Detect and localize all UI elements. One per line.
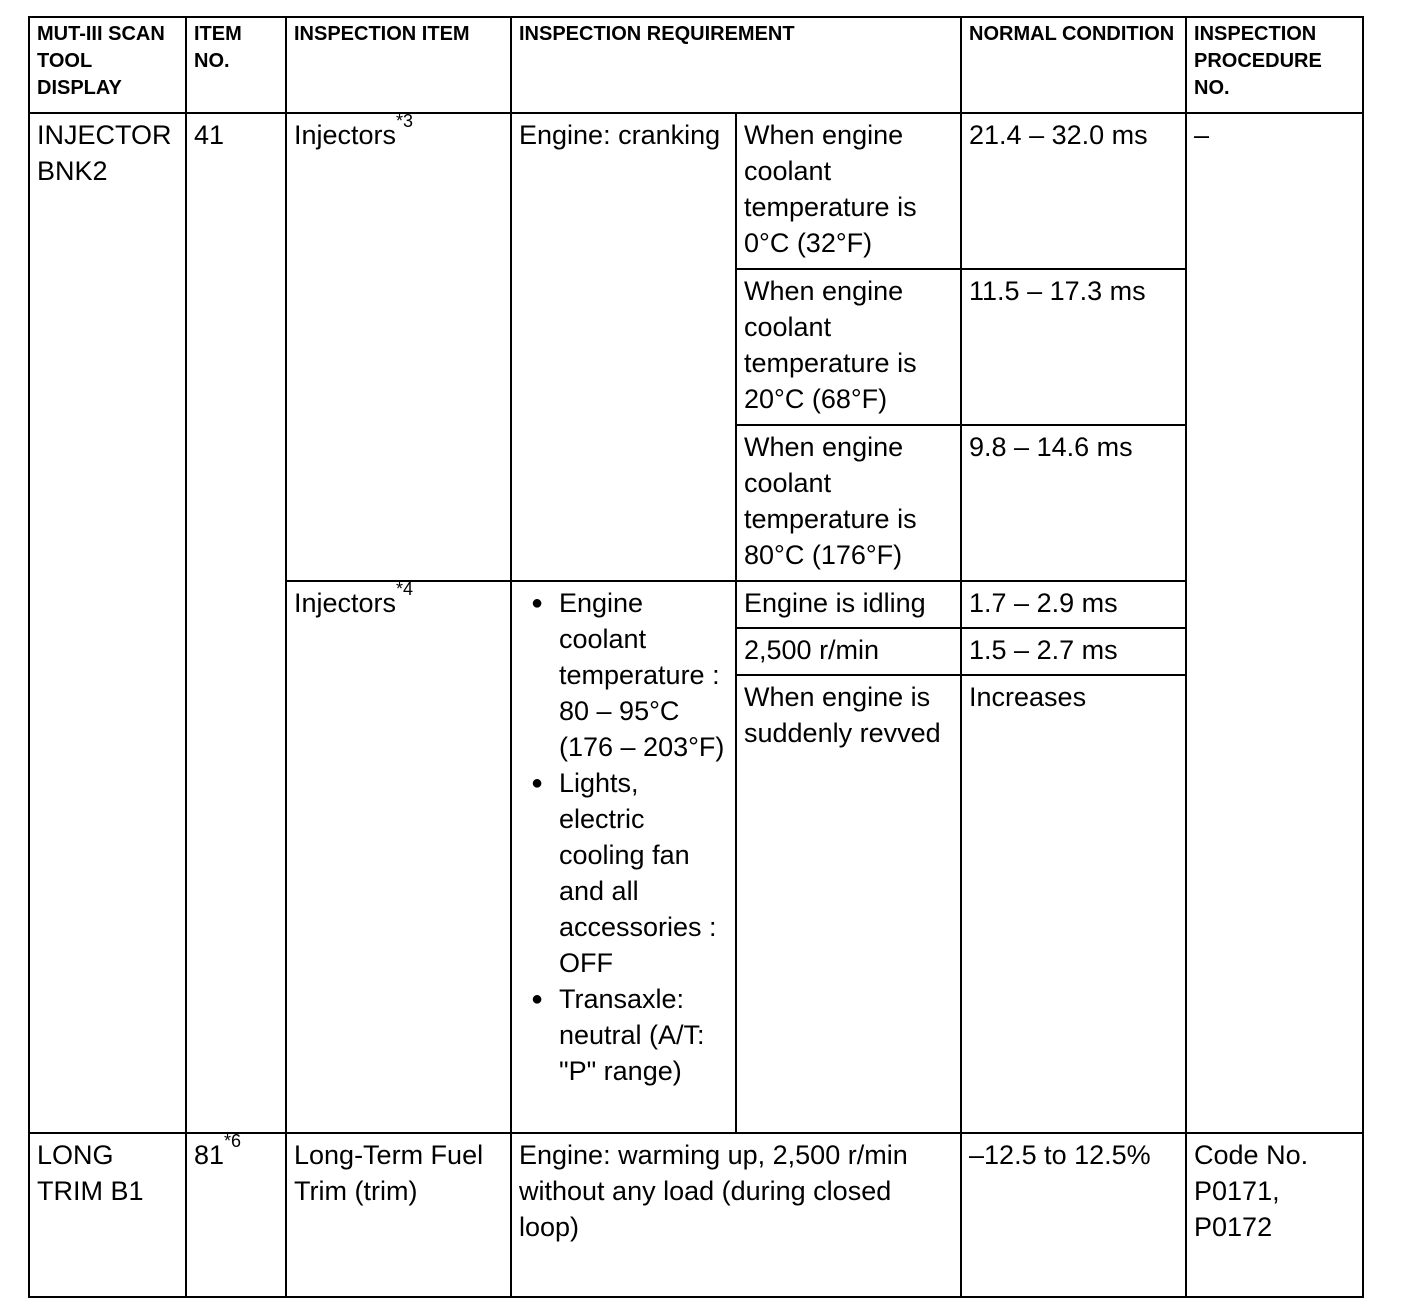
requirement-cell: Engine: cranking xyxy=(511,113,736,581)
condition-cell: When engine coolant temperature is 80°C (176°F) xyxy=(736,425,961,581)
footnote-marker: *6 xyxy=(224,1131,242,1151)
normal-condition-cell: Increases xyxy=(961,675,1186,1133)
header-inspection-procedure-no: INSPECTION PROCEDURE NO. xyxy=(1186,17,1363,113)
requirement-cell: Engine: warming up, 2,500 r/min without any load (during closed loop) xyxy=(511,1133,961,1297)
header-scan-tool-display: MUT-III SCAN TOOL DISPLAY xyxy=(29,17,186,113)
normal-condition-cell: 21.4 – 32.0 ms xyxy=(961,113,1186,269)
requirement-list xyxy=(519,585,728,1089)
inspection-table xyxy=(28,16,1364,1298)
table-row xyxy=(29,113,1363,269)
normal-condition-cell: 1.7 – 2.9 ms xyxy=(961,581,1186,628)
table-row xyxy=(29,1133,1363,1297)
bullet-icon: ● xyxy=(531,592,544,614)
footnote-marker: *4 xyxy=(396,579,414,599)
condition-cell: When engine coolant temperature is 0°C (32°F) xyxy=(736,113,961,269)
procedure-cell: – xyxy=(1186,113,1363,1133)
item-no-text: 81 xyxy=(194,1140,225,1170)
inspection-item-cell xyxy=(286,113,511,581)
header-inspection-item: INSPECTION ITEM xyxy=(286,17,511,113)
normal-condition-cell: –12.5 to 12.5% xyxy=(961,1133,1186,1297)
requirement-text: Engine coolant temperature : 80 – 95°C (176 – 203°F) xyxy=(559,588,725,762)
list-item xyxy=(531,585,728,765)
normal-condition-cell: 1.5 – 2.7 ms xyxy=(961,628,1186,675)
header-row xyxy=(29,17,1363,113)
list-item xyxy=(531,981,728,1089)
normal-condition-cell: 9.8 – 14.6 ms xyxy=(961,425,1186,581)
footnote-marker: *3 xyxy=(396,111,414,131)
procedure-cell: Code No. P0171, P0172 xyxy=(1186,1133,1363,1297)
bullet-icon: ● xyxy=(531,772,544,794)
inspection-item-cell: Long-Term Fuel Trim (trim) xyxy=(286,1133,511,1297)
item-no-cell xyxy=(186,1133,286,1297)
requirement-text: Lights, electric cooling fan and all accessories : OFF xyxy=(559,768,717,978)
normal-condition-cell: 11.5 – 17.3 ms xyxy=(961,269,1186,425)
header-inspection-requirement: INSPECTION REQUIREMENT xyxy=(511,17,961,113)
item-no-cell: 41 xyxy=(186,113,286,1133)
requirement-text: Transaxle: neutral (A/T: "P" range) xyxy=(559,984,705,1086)
inspection-item-cell xyxy=(286,581,511,1133)
requirement-list-cell xyxy=(511,581,736,1133)
list-item xyxy=(531,765,728,981)
header-item-no: ITEM NO. xyxy=(186,17,286,113)
bullet-icon: ● xyxy=(531,988,544,1010)
scan-tool-display-cell: INJECTOR BNK2 xyxy=(29,113,186,1133)
condition-cell: Engine is idling xyxy=(736,581,961,628)
inspection-item-text: Injectors xyxy=(294,120,397,150)
inspection-item-text: Injectors xyxy=(294,588,397,618)
condition-cell: 2,500 r/min xyxy=(736,628,961,675)
header-normal-condition: NORMAL CONDITION xyxy=(961,17,1186,113)
condition-cell: When engine is suddenly revved xyxy=(736,675,961,1133)
condition-cell: When engine coolant temperature is 20°C (68°F) xyxy=(736,269,961,425)
scan-tool-display-cell: LONG TRIM B1 xyxy=(29,1133,186,1297)
